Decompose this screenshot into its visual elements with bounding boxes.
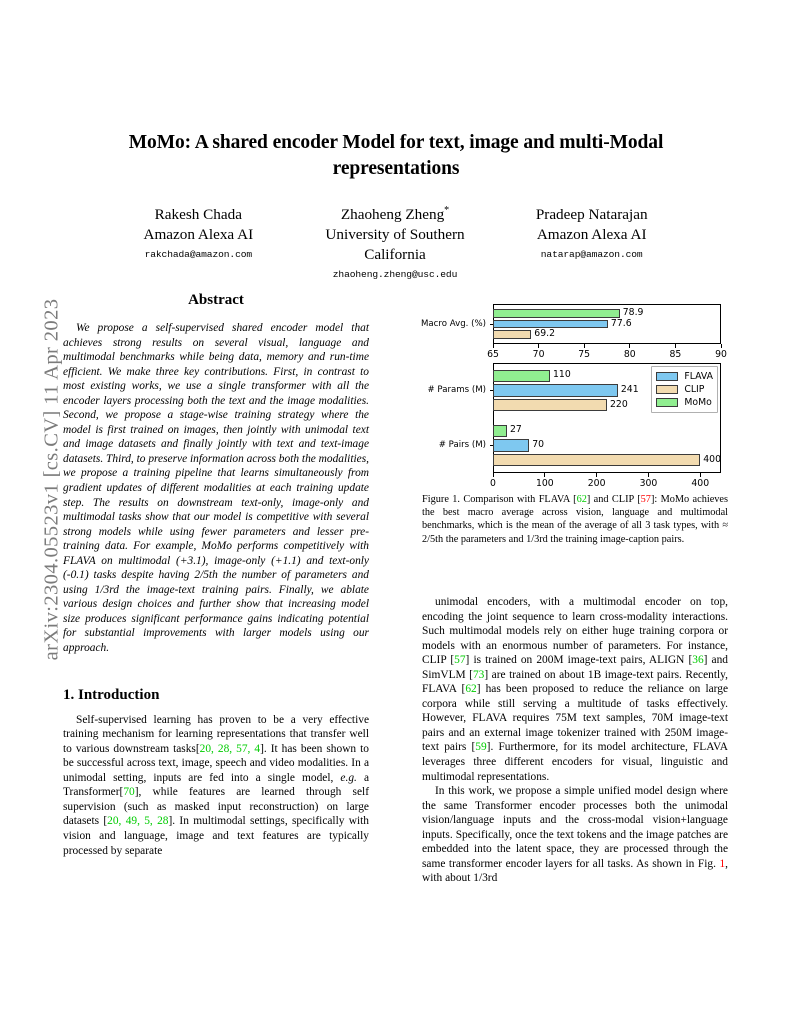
figure-1	[422, 286, 728, 546]
bar-value-label: 400	[703, 453, 722, 465]
bar-flava	[493, 320, 608, 329]
right-column	[422, 595, 728, 886]
bar-value-label: 241	[620, 384, 639, 395]
x-axis-tick-label: 400	[691, 478, 710, 489]
bar-flava	[493, 384, 618, 397]
citation-link[interactable]: 62	[576, 494, 587, 505]
citation-link[interactable]: 73	[472, 668, 485, 681]
chart-legend	[651, 366, 718, 413]
legend-item-clip	[656, 383, 713, 396]
caption-run: Figure 1. Comparison with FLAVA [	[422, 494, 577, 505]
intro-text-run: ]. It has been shown to be successful across text, image, speech and video modalities. In a unimodal setting, inputs are fed into a single model,	[63, 742, 369, 784]
bar-clip	[493, 330, 531, 339]
citation-link[interactable]: 20, 49, 5, 28	[107, 815, 169, 828]
author-affiliation: Amazon Alexa AI	[536, 226, 647, 243]
bar-clip	[493, 454, 700, 467]
legend-item-momo	[656, 396, 713, 409]
legend-label: FLAVA	[684, 371, 713, 382]
body-text-run: ] has been proposed to reduce the reliance on large corpora while still serving a multitude of tasks effectively. However, FLAVA requires 75M text samples, 70M image-text pairs and an external image tokenizer trained with 250M image-text pairs [	[422, 683, 729, 754]
body-text-run: ] is trained on 200M image-text pairs, ALIGN [	[465, 654, 693, 667]
figure-caption	[422, 493, 728, 546]
introduction-heading: 1. Introduction	[63, 686, 160, 703]
caption-run: ] and CLIP [	[586, 494, 641, 505]
bar-value-label: 77.6	[610, 317, 632, 329]
left-column	[63, 292, 369, 858]
chart-subplot-0	[421, 304, 727, 360]
x-axis-tick-label: 75	[578, 349, 591, 360]
bar-value-label: 69.2	[534, 328, 555, 340]
citation-link[interactable]: 70	[123, 786, 135, 799]
author-entry	[493, 205, 690, 283]
bar-momo	[493, 370, 550, 383]
bar-value-label: 110	[553, 369, 571, 381]
intro-text-run: a Transformer[	[63, 771, 369, 799]
x-tick-mark	[544, 473, 545, 477]
bar-momo	[493, 425, 507, 438]
author-name: Rakesh Chada	[154, 206, 242, 223]
author-name: Pradeep Natarajan	[535, 206, 648, 223]
legend-label: MoMo	[684, 397, 712, 408]
x-tick-mark	[584, 344, 585, 348]
author-list	[100, 205, 690, 283]
bar-momo	[493, 309, 620, 318]
abstract-text: We propose a self-supervised shared encoder model that achieves strong results on several visual, language and multimodal benchmarks while being data, memory and run-time efficient. We make three key contributions. First, in contrast to most existing works, we use a single transformer with all the encoder layers processing both the text and the image modalities. Second, we propose a stage-wise training strategy where the model is first trained on images, then jointly with unimodal text and image datasets and finally jointly with text and text-image datasets. Third, to preserve information across both the modalities, we propose a training pipeline that learns simultaneously from gradient updates of different modalities at each training update step. The results on downstream text-only, image-only and multimodal tasks show that our model is competitive with several strong models while using fewer parameters and lesser pre-training data. For example, MoMo performs competitively with FLAVA on multimodal (+3.1), image-only (+1.1) and text-only (-0.1) tasks despite having 2/5th the number of parameters and using 1/3rd the image-text training pairs. Finally, we ablate various design choices and further show that increasing model size produces significant performance gains indicating potential for substantial improvements with larger models using our approach.	[63, 322, 369, 655]
body-text-run: , with about 1/3rd	[422, 857, 728, 885]
x-tick-mark	[700, 473, 701, 477]
citation-link[interactable]: 62	[465, 683, 477, 696]
caption-run: ]: MoMo achieves the best macro average across vision, language and multimodal benchmarks, which is the mean of the average of all 3 task types, with ≈ 2/5th the parameters and 1/3rd the training image-caption pairs.	[422, 494, 729, 545]
legend-swatch-clip	[656, 385, 678, 394]
author-affiliation: Amazon Alexa AI	[143, 226, 254, 243]
legend-label: CLIP	[684, 384, 705, 395]
author-name: Zhaoheng Zheng*	[340, 204, 450, 223]
right-paragraph-1	[422, 595, 728, 784]
x-tick-mark	[596, 473, 597, 477]
bar-value-label: 220	[610, 398, 628, 410]
intro-text-run: ]. In multimodal settings, specifically with vision and language, image and text features are typically processed by separate	[63, 815, 370, 857]
bar-value-label: 27	[509, 424, 522, 436]
abstract-heading: Abstract	[188, 292, 244, 308]
x-tick-mark	[538, 344, 539, 348]
title-block	[118, 130, 674, 182]
eg-italic: e.g.	[340, 771, 357, 784]
author-email[interactable]: zhaoheng.zheng@usc.edu	[332, 269, 458, 280]
bar-clip	[493, 399, 607, 412]
corresponding-author-marker: *	[444, 204, 450, 216]
x-tick-mark	[629, 344, 630, 348]
citation-link[interactable]: 59	[475, 741, 487, 754]
x-tick-mark	[675, 344, 676, 348]
author-affiliation: University of Southern California	[325, 226, 465, 263]
bar-flava	[493, 439, 529, 452]
author-email[interactable]: natarap@amazon.com	[540, 249, 643, 260]
bar-value-label: 70	[532, 439, 545, 450]
y-axis-tick-label: Macro Avg. (%)	[421, 318, 486, 329]
author-entry	[297, 205, 494, 283]
citation-link[interactable]: 57	[454, 654, 466, 667]
right-paragraph-2	[422, 784, 728, 886]
x-axis-tick-label: 80	[623, 349, 636, 360]
intro-text-run: ], while features are learned through self supervision (such as masked input reconstruction) on large datasets [	[63, 786, 369, 828]
body-text-run: ]. Furthermore, for its model architecture, FLAVA leverages three different encoders for visual, linguistic and multimodal representations.	[422, 741, 729, 783]
x-axis-tick-label: 200	[587, 478, 606, 489]
x-axis-tick-label: 90	[715, 349, 727, 360]
figure-reference-link[interactable]: 1	[719, 857, 726, 870]
chart-subplot-1	[427, 363, 722, 489]
y-axis-tick-label: # Params (M)	[427, 385, 486, 395]
x-axis-tick-label: 85	[669, 349, 682, 360]
y-axis-tick-label: # Pairs (M)	[438, 440, 486, 450]
intro-text-run: Self-supervised learning has proven to be a very effective training mechanism for learning representations that transfer well to various downstream tasks[	[63, 713, 369, 755]
legend-item-flava	[656, 370, 713, 383]
citation-link[interactable]: 36	[692, 654, 704, 667]
body-text-run: unimodal encoders, with a multimodal encoder on top, encoding the joint sequence to learn cross-modality interactions. Such multimodal models rely on either huge training corpora or models with an enormous number of parameters. For instance, CLIP [	[422, 596, 728, 667]
comparison-bar-chart	[421, 286, 728, 489]
arxiv-identifier-stamp: arXiv:2304.05523v1 [cs.CV] 11 Apr 2023	[40, 298, 63, 661]
x-tick-mark	[648, 473, 649, 477]
x-axis-tick-label: 65	[487, 349, 499, 360]
citation-link[interactable]: 20, 28, 57, 4	[199, 742, 261, 755]
x-tick-mark	[493, 344, 494, 348]
x-axis-tick-label: 70	[532, 349, 545, 360]
citation-link[interactable]: 57	[640, 494, 651, 505]
bar-value-label: 78.9	[622, 306, 644, 318]
legend-swatch-flava	[656, 372, 678, 381]
legend-swatch-momo	[656, 398, 678, 407]
page-title: MoMo: A shared encoder Model for text, image and multi-Modal representations	[128, 132, 664, 179]
body-text-run: ] are trained on about 1B image-text pairs. Recently, FLAVA [	[422, 668, 728, 696]
x-axis-tick-label: 100	[535, 478, 554, 489]
introduction-paragraph-1	[63, 713, 369, 858]
x-tick-mark	[493, 473, 494, 477]
x-axis-tick-label: 300	[639, 478, 658, 489]
x-tick-mark	[721, 344, 722, 348]
author-email[interactable]: rakchada@amazon.com	[144, 249, 253, 260]
author-entry	[100, 205, 297, 283]
x-axis-tick-label: 0	[490, 478, 496, 489]
body-text-run: In this work, we propose a simple unified model design where the same Transformer encoder processes both the unimodal vision/language inputs and the cross-modal vision+language inputs. Specifically, once the text tokens and the image patches are embedded into the latent space, they are processed through the same transformer encoder layers for all tasks. As shown in Fig.	[422, 785, 728, 870]
body-text-run: ] and SimVLM [	[422, 654, 728, 681]
